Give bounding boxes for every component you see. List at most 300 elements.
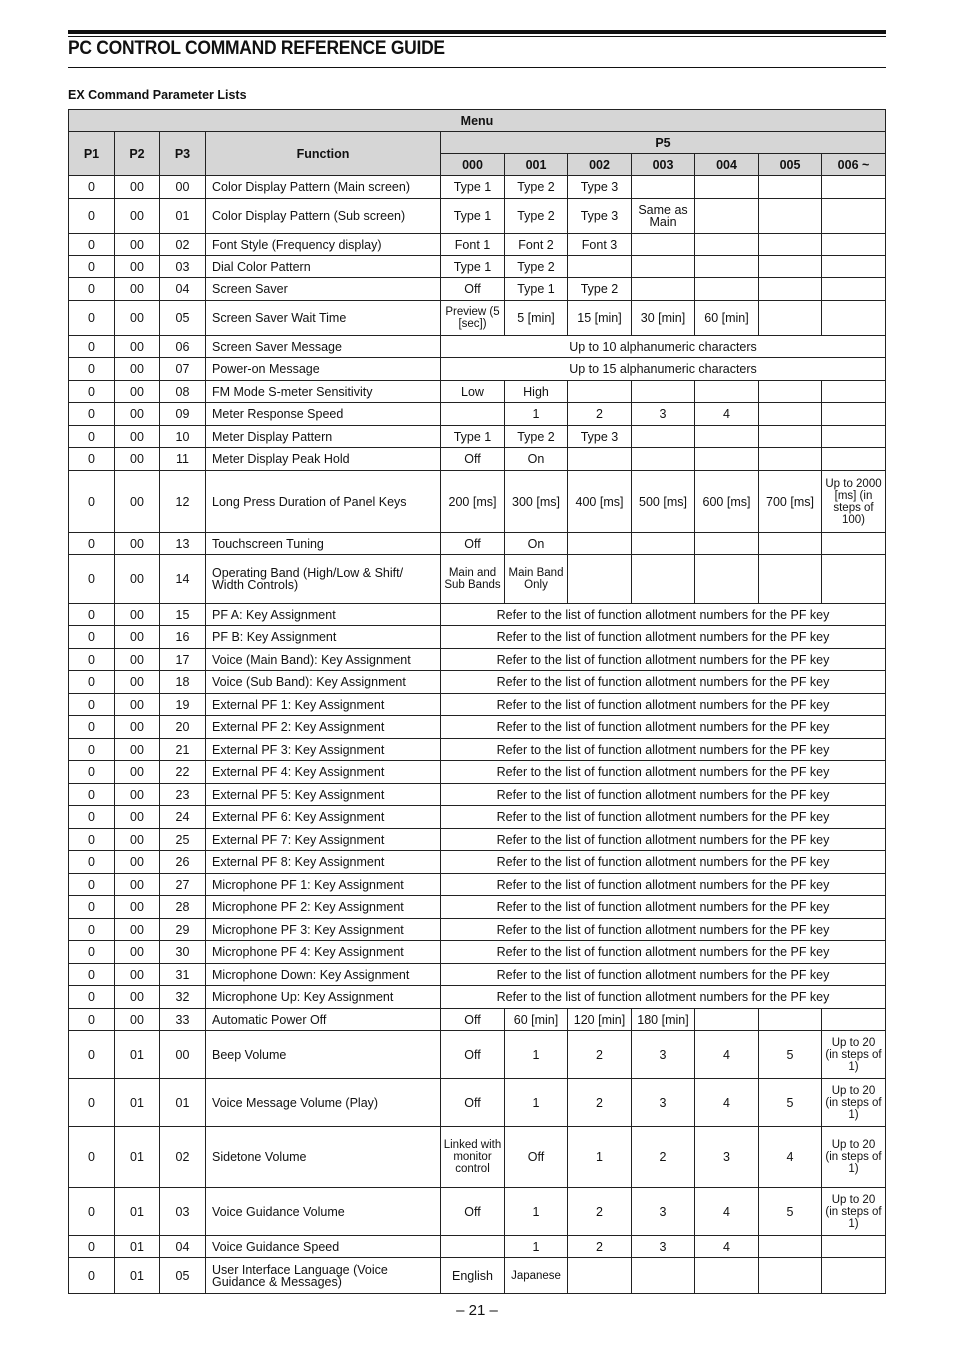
cell-p5-value: Up to 20 (in steps of 1): [822, 1188, 886, 1236]
cell-p5-value: 3: [695, 1127, 759, 1188]
cell-p3: 20: [160, 716, 206, 739]
cell-p5-value: 4: [759, 1127, 822, 1188]
cell-p3: 19: [160, 694, 206, 716]
table-row: [69, 448, 886, 471]
cell-p2: 00: [115, 964, 160, 986]
cell-p2: 00: [115, 671, 160, 694]
cell-function: External PF 1: Key Assignment: [206, 694, 441, 716]
cell-p5-value: [441, 403, 505, 426]
col-header-p3: P3: [160, 132, 206, 176]
cell-p3: 02: [160, 234, 206, 256]
cell-function: Power-on Message: [206, 358, 441, 381]
cell-p5-value: [759, 234, 822, 256]
cell-p3: 00: [160, 176, 206, 199]
cell-p2: 00: [115, 919, 160, 941]
table-row: [69, 604, 886, 626]
table-row: [69, 199, 886, 234]
cell-p5-value: [632, 234, 695, 256]
cell-p5-value: Low: [441, 381, 505, 403]
cell-p5-value: [759, 533, 822, 555]
cell-p5-value: High: [505, 381, 568, 403]
page-number: – 21 –: [456, 1302, 498, 1319]
cell-p1: 0: [69, 1127, 115, 1188]
cell-p2: 00: [115, 784, 160, 806]
cell-function: Dial Color Pattern: [206, 256, 441, 278]
cell-p5-value: [695, 448, 759, 471]
table-row: [69, 533, 886, 555]
cell-p5-value: [822, 533, 886, 555]
cell-p3: 26: [160, 851, 206, 874]
cell-p5-value: [822, 278, 886, 301]
cell-p5-value: [822, 199, 886, 234]
cell-p2: 00: [115, 761, 160, 784]
cell-p5-value: [759, 555, 822, 604]
cell-p5-value: 4: [695, 1188, 759, 1236]
cell-p5-value: 5 [min]: [505, 301, 568, 336]
cell-p5-value: [568, 256, 632, 278]
cell-function: External PF 7: Key Assignment: [206, 829, 441, 851]
cell-p5-value: Off: [441, 448, 505, 471]
table-row: [69, 1258, 886, 1294]
cell-function: Screen Saver: [206, 278, 441, 301]
cell-p2: 01: [115, 1127, 160, 1188]
table-row: [69, 381, 886, 403]
cell-p5-value: Font 2: [505, 234, 568, 256]
table-row: [69, 806, 886, 829]
cell-p5-value: Type 1: [441, 176, 505, 199]
cell-p5-value: Font 1: [441, 234, 505, 256]
cell-p1: 0: [69, 336, 115, 358]
cell-p5-value: Same as Main: [632, 199, 695, 234]
cell-p5-value: Type 2: [505, 256, 568, 278]
cell-p3: 16: [160, 626, 206, 649]
cell-p1: 0: [69, 1258, 115, 1294]
cell-p3: 05: [160, 1258, 206, 1294]
table-row: [69, 301, 886, 336]
cell-p5-span: Refer to the list of function allotment numbers for the PF key: [441, 694, 886, 716]
cell-p1: 0: [69, 694, 115, 716]
table-row: [69, 986, 886, 1009]
cell-function: Microphone PF 4: Key Assignment: [206, 941, 441, 964]
cell-p5-value: 1: [505, 403, 568, 426]
col-header-function: Function: [206, 132, 441, 176]
cell-p5-value: Type 3: [568, 176, 632, 199]
table-row: [69, 671, 886, 694]
table-row: [69, 1009, 886, 1031]
menu-group-header: Menu: [69, 110, 886, 132]
cell-p2: 00: [115, 403, 160, 426]
cell-p1: 0: [69, 919, 115, 941]
cell-p5-value: [759, 199, 822, 234]
cell-function: PF B: Key Assignment: [206, 626, 441, 649]
cell-p1: 0: [69, 896, 115, 919]
cell-p2: 01: [115, 1258, 160, 1294]
cell-p2: 00: [115, 448, 160, 471]
cell-p3: 15: [160, 604, 206, 626]
cell-p5-value: Type 2: [505, 176, 568, 199]
cell-p1: 0: [69, 716, 115, 739]
cell-p3: 03: [160, 1188, 206, 1236]
cell-p5-value: Main Band Only: [505, 555, 568, 604]
cell-p5-span: Refer to the list of function allotment numbers for the PF key: [441, 806, 886, 829]
cell-p2: 00: [115, 626, 160, 649]
cell-p2: 01: [115, 1236, 160, 1258]
col-header-p5-value: 002: [568, 154, 632, 176]
cell-function: FM Mode S-meter Sensitivity: [206, 381, 441, 403]
cell-function: External PF 6: Key Assignment: [206, 806, 441, 829]
table-row: [69, 739, 886, 761]
table-row: [69, 256, 886, 278]
cell-p5-value: Off: [505, 1127, 568, 1188]
cell-p5-value: 2: [632, 1127, 695, 1188]
cell-p3: 05: [160, 301, 206, 336]
cell-p5-value: Off: [441, 1079, 505, 1127]
cell-p3: 08: [160, 381, 206, 403]
cell-p3: 09: [160, 403, 206, 426]
cell-p5-value: Preview (5 [sec]): [441, 301, 505, 336]
cell-p5-value: Japanese: [505, 1258, 568, 1294]
cell-p2: 00: [115, 851, 160, 874]
cell-p5-value: [822, 555, 886, 604]
cell-p5-value: 4: [695, 1079, 759, 1127]
table-row: [69, 1127, 886, 1188]
cell-p5-value: 3: [632, 1031, 695, 1079]
cell-p1: 0: [69, 874, 115, 896]
cell-p5-value: [695, 426, 759, 448]
cell-function: Long Press Duration of Panel Keys: [206, 471, 441, 533]
cell-p5-value: 4: [695, 1236, 759, 1258]
col-header-p5-value: 001: [505, 154, 568, 176]
table-row: [69, 403, 886, 426]
cell-function: Microphone Down: Key Assignment: [206, 964, 441, 986]
cell-function: Touchscreen Tuning: [206, 533, 441, 555]
col-header-p1: P1: [69, 132, 115, 176]
cell-p5-span: Refer to the list of function allotment numbers for the PF key: [441, 626, 886, 649]
cell-p1: 0: [69, 941, 115, 964]
cell-p5-value: [822, 403, 886, 426]
cell-p5-value: 300 [ms]: [505, 471, 568, 533]
cell-p2: 00: [115, 533, 160, 555]
cell-p2: 00: [115, 176, 160, 199]
cell-p1: 0: [69, 1188, 115, 1236]
cell-function: External PF 2: Key Assignment: [206, 716, 441, 739]
cell-p5-value: [441, 1236, 505, 1258]
cell-p5-value: Type 1: [505, 278, 568, 301]
cell-p5-value: 2: [568, 1031, 632, 1079]
cell-function: Voice (Main Band): Key Assignment: [206, 649, 441, 671]
cell-p3: 06: [160, 336, 206, 358]
cell-p3: 03: [160, 256, 206, 278]
cell-p5-value: 1: [505, 1079, 568, 1127]
cell-p5-value: English: [441, 1258, 505, 1294]
cell-p5-value: 1: [505, 1236, 568, 1258]
cell-p2: 00: [115, 716, 160, 739]
cell-p3: 30: [160, 941, 206, 964]
cell-p5-value: 180 [min]: [632, 1009, 695, 1031]
cell-p3: 11: [160, 448, 206, 471]
cell-p2: 00: [115, 986, 160, 1009]
table-row: [69, 471, 886, 533]
cell-p1: 0: [69, 471, 115, 533]
table-row: [69, 1188, 886, 1236]
cell-p5-value: 60 [min]: [505, 1009, 568, 1031]
cell-p3: 28: [160, 896, 206, 919]
cell-p5-span: Refer to the list of function allotment numbers for the PF key: [441, 851, 886, 874]
cell-p5-value: Type 3: [568, 426, 632, 448]
cell-p5-span: Refer to the list of function allotment numbers for the PF key: [441, 964, 886, 986]
cell-p3: 14: [160, 555, 206, 604]
cell-p5-span: Refer to the list of function allotment numbers for the PF key: [441, 874, 886, 896]
cell-p5-value: 4: [695, 403, 759, 426]
cell-function: Voice (Sub Band): Key Assignment: [206, 671, 441, 694]
table-row: [69, 829, 886, 851]
cell-p5-value: Font 3: [568, 234, 632, 256]
cell-p1: 0: [69, 1031, 115, 1079]
cell-p5-value: [632, 555, 695, 604]
cell-p1: 0: [69, 403, 115, 426]
cell-p5-value: [822, 234, 886, 256]
table-row: [69, 874, 886, 896]
cell-p3: 01: [160, 199, 206, 234]
cell-p2: 00: [115, 604, 160, 626]
table-row: [69, 336, 886, 358]
cell-p1: 0: [69, 671, 115, 694]
cell-p5-span: Refer to the list of function allotment numbers for the PF key: [441, 896, 886, 919]
cell-function: Microphone PF 2: Key Assignment: [206, 896, 441, 919]
cell-p5-value: [568, 555, 632, 604]
cell-p5-value: 2: [568, 1079, 632, 1127]
cell-p1: 0: [69, 761, 115, 784]
cell-p5-value: Up to 20 (in steps of 1): [822, 1079, 886, 1127]
cell-p5-span: Refer to the list of function allotment numbers for the PF key: [441, 784, 886, 806]
cell-p5-span: Refer to the list of function allotment numbers for the PF key: [441, 919, 886, 941]
cell-p5-value: [695, 1258, 759, 1294]
section-title: EX Command Parameter Lists: [68, 88, 247, 102]
cell-p5-value: Type 1: [441, 426, 505, 448]
col-header-p5-value: 005: [759, 154, 822, 176]
cell-p2: 00: [115, 806, 160, 829]
cell-p3: 13: [160, 533, 206, 555]
table-row: [69, 851, 886, 874]
cell-p5-value: Type 3: [568, 199, 632, 234]
cell-p5-value: Off: [441, 278, 505, 301]
cell-p1: 0: [69, 555, 115, 604]
cell-p5-value: 3: [632, 403, 695, 426]
cell-p2: 00: [115, 471, 160, 533]
cell-p5-value: [822, 381, 886, 403]
table-row: [69, 1031, 886, 1079]
table-row: [69, 1079, 886, 1127]
cell-p5-value: 5: [759, 1079, 822, 1127]
cell-p3: 01: [160, 1079, 206, 1127]
cell-p2: 00: [115, 199, 160, 234]
cell-p2: 00: [115, 358, 160, 381]
cell-p5-value: [695, 256, 759, 278]
cell-function: Automatic Power Off: [206, 1009, 441, 1031]
cell-function: Operating Band (High/Low & Shift/ Width Controls): [206, 555, 441, 604]
cell-p3: 04: [160, 278, 206, 301]
cell-p5-value: 3: [632, 1079, 695, 1127]
cell-p2: 00: [115, 896, 160, 919]
table-row: [69, 964, 886, 986]
cell-p5-span: Refer to the list of function allotment numbers for the PF key: [441, 986, 886, 1009]
cell-function: External PF 4: Key Assignment: [206, 761, 441, 784]
cell-p5-value: 700 [ms]: [759, 471, 822, 533]
header-rule-thin: [68, 36, 886, 37]
cell-p1: 0: [69, 533, 115, 555]
cell-p1: 0: [69, 358, 115, 381]
cell-p3: 25: [160, 829, 206, 851]
cell-p1: 0: [69, 784, 115, 806]
table-row: [69, 176, 886, 199]
cell-function: External PF 8: Key Assignment: [206, 851, 441, 874]
cell-p5-value: [759, 301, 822, 336]
cell-p5-value: [822, 301, 886, 336]
cell-p1: 0: [69, 278, 115, 301]
cell-p5-value: [822, 448, 886, 471]
cell-p5-value: 30 [min]: [632, 301, 695, 336]
cell-p5-value: Off: [441, 1188, 505, 1236]
cell-p5-value: 2: [568, 1236, 632, 1258]
cell-function: Meter Response Speed: [206, 403, 441, 426]
cell-p5-value: 3: [632, 1188, 695, 1236]
cell-function: Screen Saver Message: [206, 336, 441, 358]
cell-p5-value: [822, 176, 886, 199]
cell-function: Color Display Pattern (Sub screen): [206, 199, 441, 234]
cell-function: Microphone Up: Key Assignment: [206, 986, 441, 1009]
cell-p2: 00: [115, 941, 160, 964]
cell-p5-value: Up to 20 (in steps of 1): [822, 1127, 886, 1188]
cell-p1: 0: [69, 829, 115, 851]
cell-p5-value: On: [505, 533, 568, 555]
cell-p5-value: [759, 1236, 822, 1258]
cell-p1: 0: [69, 739, 115, 761]
cell-p2: 00: [115, 234, 160, 256]
cell-p5-value: Off: [441, 1009, 505, 1031]
cell-p5-value: [632, 1258, 695, 1294]
cell-p3: 07: [160, 358, 206, 381]
cell-p5-value: [695, 278, 759, 301]
cell-p2: 00: [115, 256, 160, 278]
cell-p3: 21: [160, 739, 206, 761]
cell-p2: 00: [115, 381, 160, 403]
cell-p1: 0: [69, 626, 115, 649]
cell-p1: 0: [69, 1079, 115, 1127]
cell-p5-value: 400 [ms]: [568, 471, 632, 533]
cell-function: Font Style (Frequency display): [206, 234, 441, 256]
cell-p5-value: [695, 176, 759, 199]
cell-p5-value: [695, 533, 759, 555]
cell-function: Color Display Pattern (Main screen): [206, 176, 441, 199]
cell-p5-value: Type 2: [568, 278, 632, 301]
table-row: [69, 626, 886, 649]
table-body: [69, 176, 886, 1294]
cell-p5-value: [568, 533, 632, 555]
cell-p5-value: 4: [695, 1031, 759, 1079]
cell-p5-value: Up to 2000 [ms] (in steps of 100): [822, 471, 886, 533]
cell-p3: 27: [160, 874, 206, 896]
cell-p5-span: Up to 15 alphanumeric characters: [441, 358, 886, 381]
cell-p5-value: [632, 426, 695, 448]
cell-p5-value: [759, 256, 822, 278]
table-row: [69, 784, 886, 806]
cell-p5-value: 1: [505, 1031, 568, 1079]
cell-p2: 01: [115, 1031, 160, 1079]
cell-function: Meter Display Peak Hold: [206, 448, 441, 471]
table-row: [69, 694, 886, 716]
cell-p1: 0: [69, 964, 115, 986]
cell-p5-value: 2: [568, 403, 632, 426]
cell-p5-value: [632, 278, 695, 301]
cell-p1: 0: [69, 426, 115, 448]
cell-function: Microphone PF 3: Key Assignment: [206, 919, 441, 941]
cell-p5-value: Up to 20 (in steps of 1): [822, 1031, 886, 1079]
cell-p1: 0: [69, 448, 115, 471]
title-underline: [68, 67, 886, 68]
cell-p5-value: [632, 533, 695, 555]
table-row: [69, 1236, 886, 1258]
cell-p5-value: 2: [568, 1188, 632, 1236]
cell-p5-value: 15 [min]: [568, 301, 632, 336]
cell-p3: 12: [160, 471, 206, 533]
cell-p2: 00: [115, 649, 160, 671]
col-header-p5: P5: [441, 132, 886, 154]
cell-p1: 0: [69, 381, 115, 403]
cell-p3: 23: [160, 784, 206, 806]
table-row: [69, 555, 886, 604]
cell-p3: 32: [160, 986, 206, 1009]
cell-p2: 00: [115, 336, 160, 358]
cell-function: PF A: Key Assignment: [206, 604, 441, 626]
col-header-p5-value: 004: [695, 154, 759, 176]
cell-p5-value: [632, 176, 695, 199]
cell-p5-value: Type 1: [441, 199, 505, 234]
cell-p5-value: Main and Sub Bands: [441, 555, 505, 604]
cell-p3: 29: [160, 919, 206, 941]
cell-p5-value: 5: [759, 1031, 822, 1079]
cell-p5-value: [695, 381, 759, 403]
cell-p5-value: 60 [min]: [695, 301, 759, 336]
cell-function: Sidetone Volume: [206, 1127, 441, 1188]
cell-p5-value: Type 2: [505, 199, 568, 234]
table-row: [69, 941, 886, 964]
table-row: [69, 358, 886, 381]
cell-p3: 31: [160, 964, 206, 986]
table-row: [69, 896, 886, 919]
cell-p5-value: 200 [ms]: [441, 471, 505, 533]
cell-p5-value: [822, 1236, 886, 1258]
cell-p2: 00: [115, 426, 160, 448]
cell-p5-value: [759, 403, 822, 426]
cell-p5-value: [822, 256, 886, 278]
cell-p1: 0: [69, 1236, 115, 1258]
cell-p5-value: 3: [632, 1236, 695, 1258]
table-row: [69, 649, 886, 671]
cell-p5-value: Type 1: [441, 256, 505, 278]
cell-p5-span: Refer to the list of function allotment numbers for the PF key: [441, 829, 886, 851]
cell-function: Screen Saver Wait Time: [206, 301, 441, 336]
cell-p2: 01: [115, 1079, 160, 1127]
cell-p3: 22: [160, 761, 206, 784]
cell-p2: 00: [115, 301, 160, 336]
cell-p2: 00: [115, 694, 160, 716]
cell-p3: 04: [160, 1236, 206, 1258]
cell-p5-span: Refer to the list of function allotment numbers for the PF key: [441, 671, 886, 694]
cell-p5-value: [695, 555, 759, 604]
col-header-p2: P2: [115, 132, 160, 176]
cell-p5-value: [632, 256, 695, 278]
cell-p5-span: Refer to the list of function allotment numbers for the PF key: [441, 649, 886, 671]
